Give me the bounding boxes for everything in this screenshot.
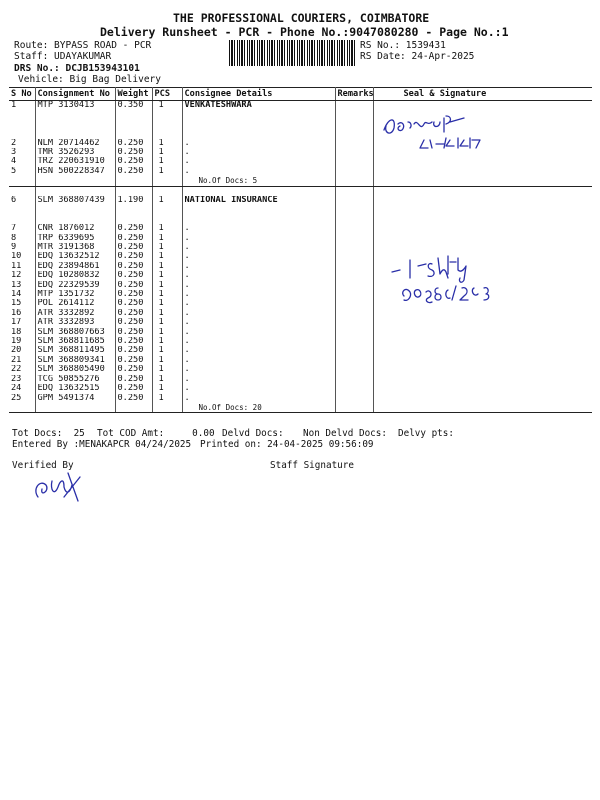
row-weight: 1.190 <box>115 196 152 205</box>
empty-cell <box>152 120 182 129</box>
row-sno: 13 <box>9 281 35 290</box>
col-consignment: Consignment No <box>35 88 115 101</box>
empty-cell <box>373 186 592 196</box>
row-consignee-dot: . <box>182 148 335 157</box>
row-consignment-no: EDQ 10280832 <box>35 271 115 280</box>
empty-cell <box>152 129 182 138</box>
row-sno: 22 <box>9 365 35 374</box>
row-remarks <box>335 101 373 111</box>
row-sno: 5 <box>9 167 35 176</box>
empty-cell <box>115 176 152 186</box>
row-consignment-no: EDQ 13632512 <box>35 252 115 261</box>
row-pcs: 1 <box>152 196 182 205</box>
row-weight: 0.250 <box>115 281 152 290</box>
empty-cell <box>182 110 335 119</box>
table-row <box>9 196 592 205</box>
verified-by: Verified By <box>12 460 74 471</box>
row-consignment-no: CNR 1876012 <box>35 224 115 233</box>
table-row <box>9 243 592 252</box>
empty-cell <box>35 176 115 186</box>
empty-cell <box>152 403 182 413</box>
empty-cell <box>9 129 35 138</box>
empty-cell <box>115 403 152 413</box>
row-weight: 0.250 <box>115 262 152 271</box>
row-weight: 0.250 <box>115 337 152 346</box>
empty-cell <box>115 215 152 224</box>
empty-cell <box>182 205 335 214</box>
table-row <box>9 384 592 393</box>
row-weight: 0.250 <box>115 346 152 355</box>
row-consignment-no: MTP 1351732 <box>35 290 115 299</box>
staff-label: Staff: UDAYAKUMAR <box>14 51 112 62</box>
row-consignee-dot: . <box>182 346 335 355</box>
table-row <box>9 167 592 176</box>
row-remarks <box>335 243 373 252</box>
row-pcs: 1 <box>152 384 182 393</box>
row-consignee-dot: . <box>182 337 335 346</box>
empty-cell <box>35 403 115 413</box>
row-pcs: 1 <box>152 148 182 157</box>
table-header-row <box>9 88 592 101</box>
row-consignment-no: NLM 20714462 <box>35 139 115 148</box>
row-seal-signature <box>373 157 592 166</box>
table-row <box>9 224 592 233</box>
row-weight: 0.250 <box>115 157 152 166</box>
table-row <box>9 328 592 337</box>
row-remarks <box>335 290 373 299</box>
row-remarks <box>335 346 373 355</box>
empty-cell <box>182 186 335 196</box>
row-remarks <box>335 281 373 290</box>
row-remarks <box>335 299 373 308</box>
row-weight: 0.250 <box>115 365 152 374</box>
row-consignment-no: EDQ 23894861 <box>35 262 115 271</box>
group-summary-row <box>9 403 592 413</box>
row-weight: 0.250 <box>115 139 152 148</box>
row-consignment-no: SLM 368805490 <box>35 365 115 374</box>
row-seal-signature <box>373 356 592 365</box>
row-pcs: 1 <box>152 271 182 280</box>
row-remarks <box>335 384 373 393</box>
drs-number: DRS No.: DCJB153943101 <box>14 63 140 74</box>
row-weight: 0.250 <box>115 394 152 403</box>
row-sno: 14 <box>9 290 35 299</box>
row-pcs: 1 <box>152 290 182 299</box>
verified-signature-ink <box>30 467 100 507</box>
row-pcs: 1 <box>152 337 182 346</box>
row-remarks <box>335 157 373 166</box>
row-remarks <box>335 252 373 261</box>
row-consignment-no: SLM 368811495 <box>35 346 115 355</box>
row-consignee-dot: . <box>182 356 335 365</box>
row-seal-signature <box>373 375 592 384</box>
row-seal-signature <box>373 384 592 393</box>
row-pcs: 1 <box>152 356 182 365</box>
empty-cell <box>152 176 182 186</box>
row-remarks <box>335 271 373 280</box>
row-remarks <box>335 196 373 205</box>
row-consignee-dot: . <box>182 224 335 233</box>
row-weight: 0.250 <box>115 224 152 233</box>
route-label: Route: BYPASS ROAD - PCR <box>14 40 152 51</box>
empty-cell <box>35 120 115 129</box>
spacer-row <box>9 205 592 214</box>
row-seal-signature <box>373 234 592 243</box>
row-sno: 10 <box>9 252 35 261</box>
col-pcs: PCS <box>152 88 182 101</box>
empty-cell <box>35 205 115 214</box>
row-consignment-no: EDQ 22329539 <box>35 281 115 290</box>
row-seal-signature <box>373 243 592 252</box>
empty-cell <box>115 129 152 138</box>
row-remarks <box>335 234 373 243</box>
table-row <box>9 101 592 111</box>
row-remarks <box>335 262 373 271</box>
row-consignment-no: TCG 50855276 <box>35 375 115 384</box>
row-weight: 0.250 <box>115 148 152 157</box>
row-consignee-dot: . <box>182 262 335 271</box>
empty-cell <box>373 403 592 413</box>
row-consignee-dot: . <box>182 271 335 280</box>
row-consignee-dot: . <box>182 290 335 299</box>
row-remarks <box>335 394 373 403</box>
row-remarks <box>335 356 373 365</box>
row-pcs: 1 <box>152 309 182 318</box>
row-consignee-dot: . <box>182 157 335 166</box>
row-weight: 0.350 <box>115 101 152 111</box>
row-remarks <box>335 328 373 337</box>
row-seal-signature <box>373 224 592 233</box>
col-remarks: Remarks <box>335 88 373 101</box>
empty-cell <box>335 403 373 413</box>
row-pcs: 1 <box>152 299 182 308</box>
table-row <box>9 157 592 166</box>
row-consignee: VENKATESHWARA <box>182 101 335 111</box>
row-weight: 0.250 <box>115 299 152 308</box>
row-pcs: 1 <box>152 101 182 111</box>
row-weight: 0.250 <box>115 384 152 393</box>
row-consignee-dot: . <box>182 394 335 403</box>
empty-cell <box>9 186 35 196</box>
row-remarks <box>335 167 373 176</box>
empty-cell <box>35 186 115 196</box>
empty-cell <box>152 186 182 196</box>
delvd-docs: Delvd Docs: <box>222 428 284 439</box>
spacer-row <box>9 215 592 224</box>
row-remarks <box>335 224 373 233</box>
row-weight: 0.250 <box>115 318 152 327</box>
empty-cell <box>335 120 373 129</box>
empty-cell <box>335 110 373 119</box>
row-pcs: 1 <box>152 167 182 176</box>
empty-cell <box>335 215 373 224</box>
row-remarks <box>335 337 373 346</box>
group-summary-row <box>9 176 592 186</box>
row-pcs: 1 <box>152 375 182 384</box>
table-row <box>9 356 592 365</box>
no-of-docs: No.Of Docs: 5 <box>182 176 335 186</box>
tot-cod-amt: Tot COD Amt: 0.00 <box>97 428 215 439</box>
row-consignment-no: TRP 6339695 <box>35 234 115 243</box>
row-weight: 0.250 <box>115 356 152 365</box>
row-remarks <box>335 309 373 318</box>
empty-cell <box>373 215 592 224</box>
row-pcs: 1 <box>152 346 182 355</box>
staff-signature: Staff Signature <box>270 460 354 471</box>
empty-cell <box>335 176 373 186</box>
row-sno: 11 <box>9 262 35 271</box>
row-sno: 2 <box>9 139 35 148</box>
row-weight: 0.250 <box>115 234 152 243</box>
row-consignee-dot: . <box>182 365 335 374</box>
row-weight: 0.250 <box>115 167 152 176</box>
empty-cell <box>115 205 152 214</box>
vehicle-label: Vehicle: Big Bag Delivery <box>18 74 161 85</box>
row-consignee-dot: . <box>182 252 335 261</box>
empty-cell <box>9 403 35 413</box>
row-seal-signature <box>373 196 592 205</box>
row-sno: 4 <box>9 157 35 166</box>
rs-number: RS No.: 1539431 <box>360 40 446 51</box>
row-seal-signature <box>373 167 592 176</box>
col-seal-signature: Seal & Signature <box>373 88 592 101</box>
empty-cell <box>115 110 152 119</box>
row-consignment-no: SLM 368807439 <box>35 196 115 205</box>
row-consignee-dot: . <box>182 243 335 252</box>
row-sno: 8 <box>9 234 35 243</box>
row-consignee-dot: . <box>182 375 335 384</box>
table-row <box>9 337 592 346</box>
entered-by: Entered By :MENAKAPCR 04/24/2025 <box>12 439 192 450</box>
empty-cell <box>115 186 152 196</box>
row-pcs: 1 <box>152 262 182 271</box>
empty-cell <box>35 110 115 119</box>
col-sno: S No <box>9 88 35 101</box>
row-sno: 18 <box>9 328 35 337</box>
row-consignment-no: GPM 5491374 <box>35 394 115 403</box>
row-consignment-no: EDQ 13632515 <box>35 384 115 393</box>
row-consignee-dot: . <box>182 318 335 327</box>
row-consignee: NATIONAL INSURANCE <box>182 196 335 205</box>
row-consignee-dot: . <box>182 384 335 393</box>
row-sno: 24 <box>9 384 35 393</box>
empty-cell <box>115 120 152 129</box>
empty-cell <box>182 120 335 129</box>
empty-cell <box>182 129 335 138</box>
barcode <box>229 40 355 66</box>
delvy-pts: Delvy pts: <box>398 428 454 439</box>
row-seal-signature <box>373 328 592 337</box>
row-pcs: 1 <box>152 157 182 166</box>
row-sno: 21 <box>9 356 35 365</box>
row-pcs: 1 <box>152 328 182 337</box>
row-consignment-no: POL 2614112 <box>35 299 115 308</box>
row-consignee-dot: . <box>182 234 335 243</box>
row-remarks <box>335 139 373 148</box>
row-seal-signature <box>373 337 592 346</box>
row-seal-signature <box>373 346 592 355</box>
row-consignment-no: MTR 3191368 <box>35 243 115 252</box>
row-consignee-dot: . <box>182 139 335 148</box>
company-title: THE PROFESSIONAL COURIERS, COIMBATORE <box>173 11 430 25</box>
signature-ink-2 <box>388 252 528 312</box>
row-sno: 12 <box>9 271 35 280</box>
row-consignment-no: SLM 368807663 <box>35 328 115 337</box>
row-sno: 1 <box>9 101 35 111</box>
row-consignee-dot: . <box>182 281 335 290</box>
row-sno: 25 <box>9 394 35 403</box>
non-delvd-docs: Non Delvd Docs: <box>303 428 387 439</box>
runsheet-subtitle: Delivery Runsheet - PCR - Phone No.:9047080280 - Page No.:1 <box>100 25 509 39</box>
empty-cell <box>373 205 592 214</box>
row-seal-signature <box>373 394 592 403</box>
table-row <box>9 234 592 243</box>
row-seal-signature <box>373 365 592 374</box>
table-row <box>9 375 592 384</box>
empty-cell <box>9 215 35 224</box>
row-seal-signature <box>373 318 592 327</box>
col-weight: Weight <box>115 88 152 101</box>
empty-cell <box>9 120 35 129</box>
empty-cell <box>373 176 592 186</box>
row-remarks <box>335 318 373 327</box>
empty-cell <box>9 205 35 214</box>
row-sno: 20 <box>9 346 35 355</box>
row-sno: 23 <box>9 375 35 384</box>
row-remarks <box>335 375 373 384</box>
tot-docs: Tot Docs: 25 <box>12 428 85 439</box>
row-sno: 9 <box>9 243 35 252</box>
empty-cell <box>152 205 182 214</box>
empty-cell <box>9 176 35 186</box>
row-pcs: 1 <box>152 243 182 252</box>
empty-cell <box>335 186 373 196</box>
row-consignee-dot: . <box>182 328 335 337</box>
row-weight: 0.250 <box>115 252 152 261</box>
row-remarks <box>335 365 373 374</box>
row-sno: 17 <box>9 318 35 327</box>
row-sno: 15 <box>9 299 35 308</box>
row-consignee-dot: . <box>182 299 335 308</box>
printed-on: Printed on: 24-04-2025 09:56:09 <box>200 439 374 450</box>
row-consignment-no: SLM 368809341 <box>35 356 115 365</box>
empty-cell <box>335 205 373 214</box>
empty-cell <box>182 215 335 224</box>
row-pcs: 1 <box>152 365 182 374</box>
row-consignee-dot: . <box>182 309 335 318</box>
row-pcs: 1 <box>152 234 182 243</box>
row-consignment-no: SLM 368811685 <box>35 337 115 346</box>
row-consignment-no: TMR 3526293 <box>35 148 115 157</box>
row-weight: 0.250 <box>115 271 152 280</box>
empty-cell <box>152 215 182 224</box>
row-consignment-no: TRZ 220631910 <box>35 157 115 166</box>
row-seal-signature <box>373 101 592 111</box>
row-pcs: 1 <box>152 318 182 327</box>
row-sno: 7 <box>9 224 35 233</box>
row-weight: 0.250 <box>115 290 152 299</box>
row-weight: 0.250 <box>115 328 152 337</box>
row-sno: 6 <box>9 196 35 205</box>
row-weight: 0.250 <box>115 309 152 318</box>
no-of-docs: No.Of Docs: 20 <box>182 403 335 413</box>
row-weight: 0.250 <box>115 243 152 252</box>
row-pcs: 1 <box>152 394 182 403</box>
row-pcs: 1 <box>152 224 182 233</box>
table-row <box>9 346 592 355</box>
row-consignment-no: MTP 3130413 <box>35 101 115 111</box>
row-pcs: 1 <box>152 139 182 148</box>
row-sno: 3 <box>9 148 35 157</box>
spacer-row <box>9 186 592 196</box>
empty-cell <box>9 110 35 119</box>
row-pcs: 1 <box>152 252 182 261</box>
row-weight: 0.250 <box>115 375 152 384</box>
empty-cell <box>152 110 182 119</box>
signature-ink-1 <box>380 110 520 154</box>
row-consignment-no: ATR 3332893 <box>35 318 115 327</box>
rs-date: RS Date: 24-Apr-2025 <box>360 51 475 62</box>
col-consignee: Consignee Details <box>182 88 335 101</box>
empty-cell <box>335 129 373 138</box>
row-consignee-dot: . <box>182 167 335 176</box>
row-remarks <box>335 148 373 157</box>
table-row <box>9 365 592 374</box>
row-sno: 19 <box>9 337 35 346</box>
row-consignment-no: HSN 500228347 <box>35 167 115 176</box>
table-row <box>9 394 592 403</box>
row-pcs: 1 <box>152 281 182 290</box>
row-sno: 16 <box>9 309 35 318</box>
row-consignment-no: ATR 3332892 <box>35 309 115 318</box>
empty-cell <box>35 215 115 224</box>
empty-cell <box>35 129 115 138</box>
table-row <box>9 318 592 327</box>
